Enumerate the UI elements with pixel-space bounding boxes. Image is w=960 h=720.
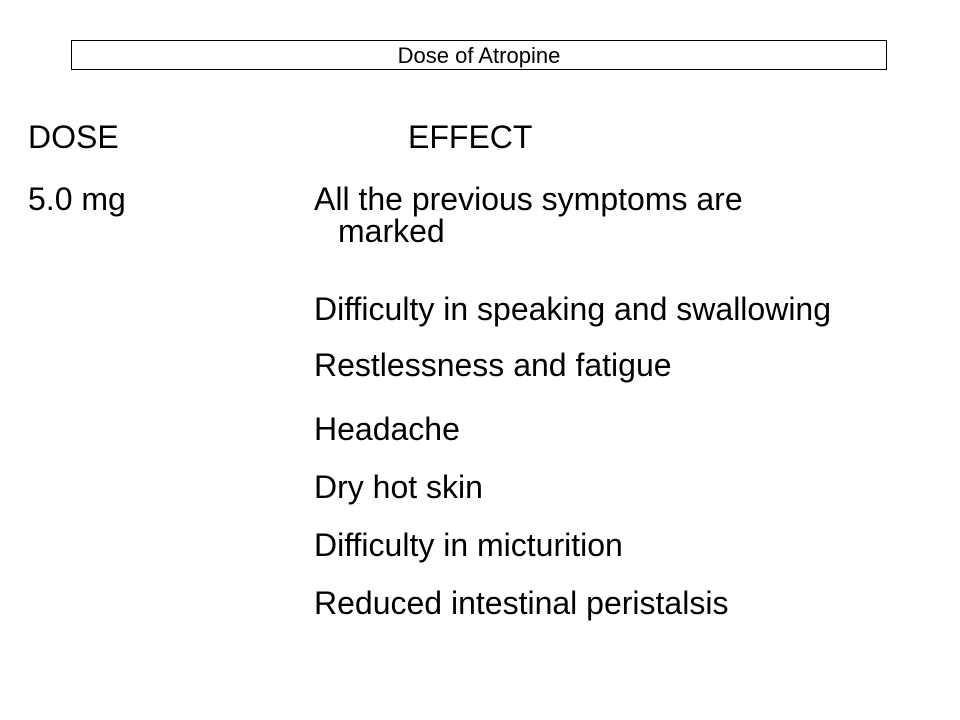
effect-item: Dry hot skin	[314, 469, 483, 505]
effect-item: Reduced intestinal peristalsis	[314, 585, 729, 621]
effect-item-text-continuation: marked	[338, 213, 445, 249]
effect-item: Difficulty in speaking and swallowing	[314, 291, 832, 327]
effect-item: Restlessness and fatigue	[314, 347, 672, 383]
effect-item	[314, 183, 743, 247]
effect-column-header: EFFECT	[408, 119, 533, 155]
effect-item-text: All the previous symptoms are	[314, 181, 743, 217]
dose-value: 5.0 mg	[28, 181, 126, 217]
effect-item: Headache	[314, 411, 460, 447]
slide-title: Dose of Atropine	[71, 40, 887, 70]
dose-column-header: DOSE	[28, 119, 119, 155]
effect-item: Difficulty in micturition	[314, 527, 623, 563]
